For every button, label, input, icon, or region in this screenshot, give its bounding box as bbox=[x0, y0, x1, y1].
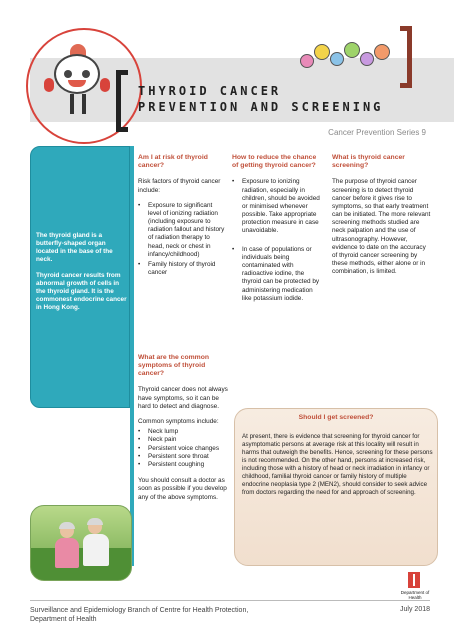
reduce-list bbox=[232, 178, 324, 303]
section-text: The purpose of thyroid cancer screening is to detect thyroid cancer before it gives rise to symptoms, so that early treatment can be initiated. The more relevant screening methods studied are neck palpation and the use of ultrasonography. However, evidence to date on the accuracy of thyroid cancer screening by these methods, either alone or in combination, is limited. bbox=[332, 178, 431, 276]
sidebar-para: The thyroid gland is a butterfly-shaped organ located in the base of the neck. bbox=[36, 232, 113, 263]
footer-divider bbox=[30, 600, 430, 601]
section-heading: What are the common symptoms of thyroid cancer? bbox=[138, 354, 209, 378]
list-item: • Exposure to significant level of ionizing radiation (including exposure to radiation fallout and history of radiation therapy to head, neck or chest in infancy/childhood) bbox=[138, 202, 226, 259]
list-item: • Family history of thyroid cancer bbox=[138, 261, 226, 277]
department-of-health-logo: Department of Health bbox=[398, 572, 430, 598]
title-bracket-right bbox=[400, 26, 412, 88]
symptoms-section bbox=[138, 354, 230, 509]
footer-org bbox=[30, 606, 248, 625]
screening-info-section bbox=[332, 154, 432, 284]
series-label: Cancer Prevention Series 9 bbox=[328, 128, 426, 137]
section-heading: How to reduce the chance of getting thyroid cancer? bbox=[232, 154, 317, 170]
sidebar-text bbox=[36, 232, 128, 320]
elderly-couple-photo bbox=[30, 505, 132, 581]
list-item: • In case of populations or individuals being contaminated with radioactive iodine, the thyroid can be protected by administering medication like potassium iodide. bbox=[232, 246, 324, 303]
list-item: • Persistent sore throat bbox=[138, 453, 230, 461]
section-text: At present, there is evidence that screening for thyroid cancer for asymptomatic persons at average risk at this locality will result in harms that outweigh the benefits. Hence, screening for these persons is not recommended. On the other hand, persons at increased risk, including those with a history of head or neck irradiation in infancy or childhood, familial thyroid cancer or family history of multiple endocrine neoplasia type 2 (MEN2), should consider to seek advice from doctors regarding the need for and approach of screening. bbox=[242, 433, 433, 497]
section-text: Common symptoms include: bbox=[138, 418, 219, 426]
cells-illustration bbox=[300, 40, 396, 80]
sidebar-rule bbox=[130, 146, 134, 566]
footer-date: July 2018 bbox=[400, 606, 430, 613]
list-item: • Neck lump bbox=[138, 428, 230, 436]
symptoms-list bbox=[138, 428, 230, 469]
section-heading: Should I get screened? bbox=[298, 414, 374, 421]
risk-list bbox=[138, 202, 226, 278]
footer-org-line: Department of Health bbox=[30, 616, 97, 624]
robot-illustration bbox=[44, 44, 114, 124]
reduce-section bbox=[232, 154, 324, 313]
title-bracket-left bbox=[116, 70, 128, 132]
section-text: Risk factors of thyroid cancer include: bbox=[138, 178, 221, 194]
section-heading: What is thyroid cancer screening? bbox=[332, 154, 405, 170]
section-text: You should consult a doctor as soon as possible if you develop any of the above symptoms. bbox=[138, 477, 227, 501]
risk-section bbox=[138, 154, 226, 279]
list-item: • Persistent coughing bbox=[138, 461, 230, 469]
sidebar-para: Thyroid cancer results from abnormal growth of cells in the thyroid gland. It is the commonest endocrine cancer in Hong Kong. bbox=[36, 272, 127, 311]
page-subtitle: PREVENTION AND SCREENING bbox=[138, 100, 384, 114]
section-text: Thyroid cancer does not always have symptoms, so it can be hard to detect and diagnose. bbox=[138, 386, 228, 410]
section-heading: Am I at risk of thyroid cancer? bbox=[138, 154, 208, 170]
footer-org-line: Surveillance and Epidemiology Branch of Centre for Health Protection, bbox=[30, 607, 249, 614]
list-item: • Exposure to ionizing radiation, especially in children, should be avoided or minimised whenever possible. Take appropriate protection measure in case unavoidable. bbox=[232, 178, 324, 235]
list-item: • Persistent voice changes bbox=[138, 445, 230, 453]
page-title: THYROID CANCER bbox=[138, 84, 282, 98]
list-item: • Neck pain bbox=[138, 436, 230, 444]
